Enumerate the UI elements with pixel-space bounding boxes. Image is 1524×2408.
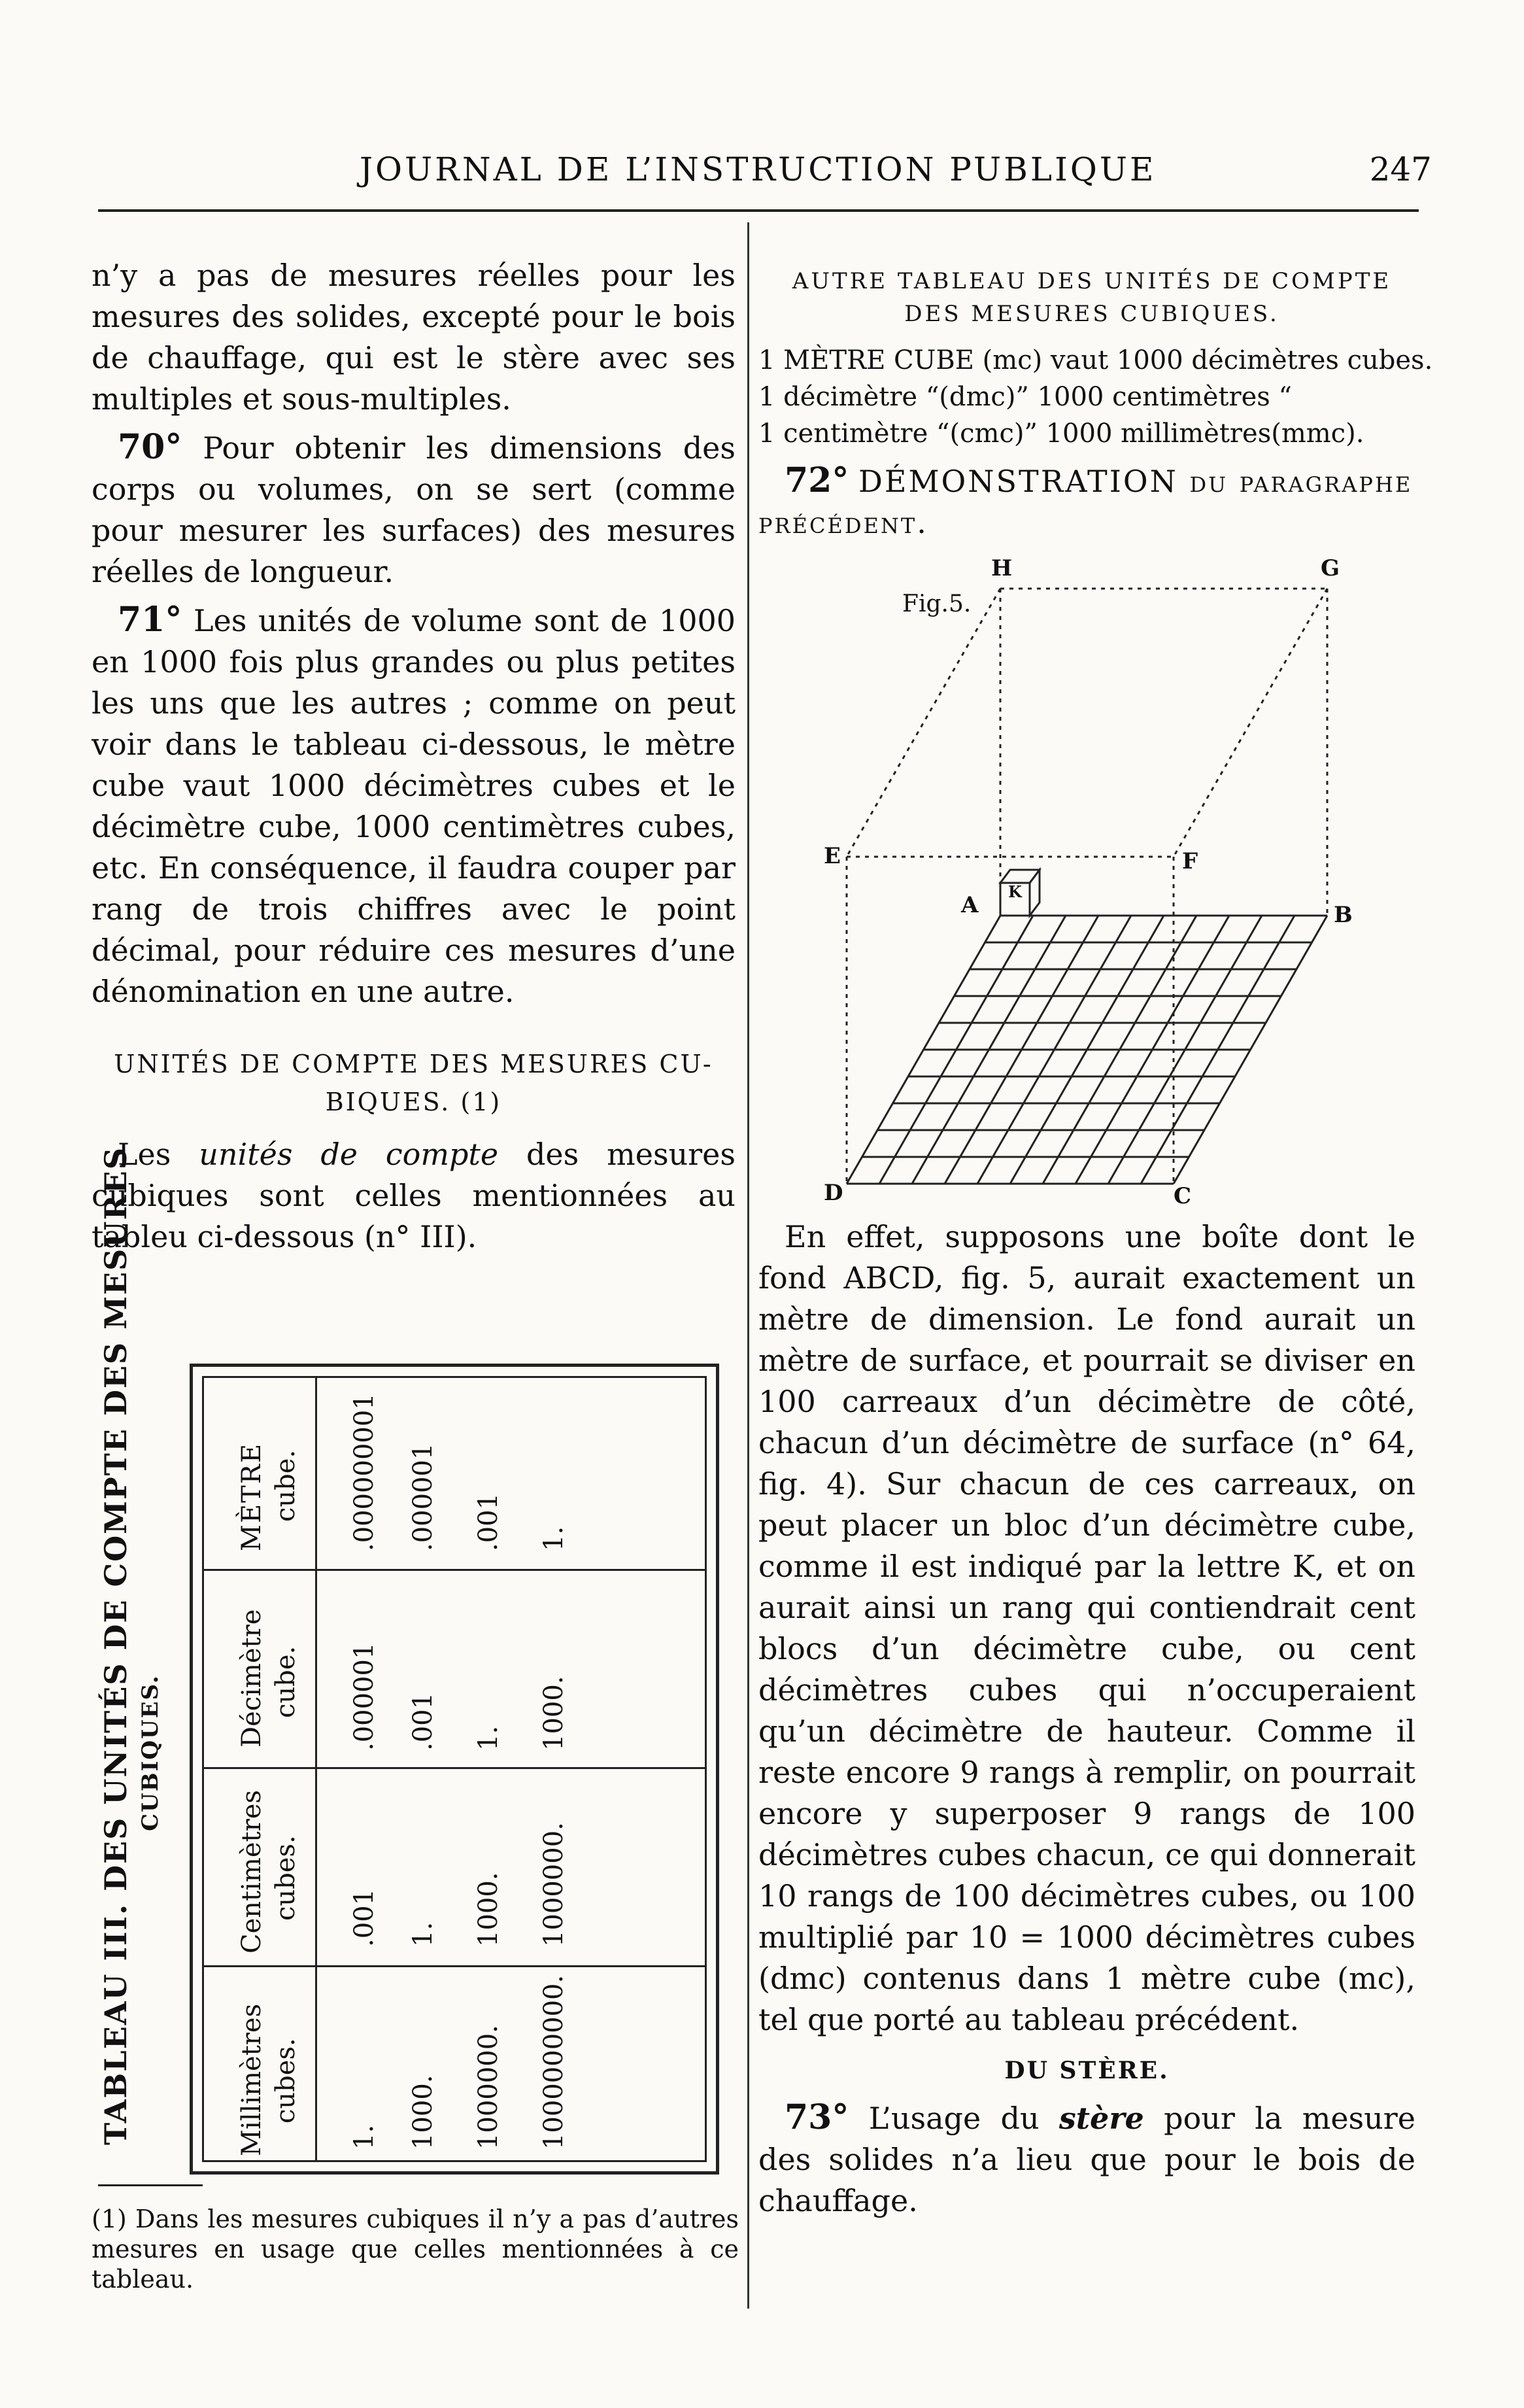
table-cell: 1000000. bbox=[473, 2025, 503, 2150]
fig-label-g: G bbox=[1321, 556, 1340, 581]
row-label-metre-cube: cube. bbox=[271, 1449, 301, 1522]
equivalence-metre: 1 MÈTRE CUBE (mc) vaut 1000 décimètres cubes. bbox=[758, 345, 1433, 375]
paragraph-71 bbox=[92, 599, 736, 1012]
fig-label-f: F bbox=[1182, 848, 1198, 874]
table-cell: .001 bbox=[473, 1492, 503, 1551]
section-title-line-2: BIQUES. (1) bbox=[325, 1088, 502, 1116]
header-rule bbox=[98, 209, 1419, 212]
section-title-line-1: UNITÉS DE COMPTE DES MESURES CU- bbox=[114, 1050, 713, 1078]
table-cell: .001 bbox=[408, 1692, 438, 1751]
row-label-metre: MÈTRE bbox=[237, 1442, 267, 1551]
fig-label-d: D bbox=[824, 1180, 843, 1206]
row-label-centimetres: Centimètres bbox=[237, 1790, 267, 1953]
section-title-stere: DU STÈRE. bbox=[1004, 2057, 1170, 2084]
fig-label-a: A bbox=[961, 892, 979, 918]
equivalence-list bbox=[758, 342, 1433, 452]
cubic-units-table bbox=[190, 1364, 719, 2175]
table-cell: 1000. bbox=[408, 2074, 438, 2150]
table-cell: .000001 bbox=[349, 1642, 379, 1751]
paragraph-72-heading: DÉMONSTRATION du paragraphe précédent. bbox=[758, 464, 1413, 540]
page-number: 247 bbox=[1369, 150, 1432, 188]
row-label-millimetres: Millimètres bbox=[237, 2003, 267, 2156]
figure-5-cube-diagram bbox=[804, 556, 1373, 1223]
table-cell: 1. bbox=[539, 1526, 569, 1551]
row-label-millimetres-cubes: cubes. bbox=[271, 2038, 301, 2124]
intro-text-b: des mesures cubiques sont celles mentionnées au tableu ci-dessous (n° III). bbox=[92, 1137, 736, 1254]
intro-text-a: Les bbox=[118, 1137, 199, 1172]
intro-text-italic: unités de compte bbox=[199, 1137, 499, 1172]
left-column bbox=[92, 255, 736, 1258]
paragraph-73-italic: stère bbox=[1058, 2101, 1144, 2136]
table-row-divider-2 bbox=[204, 1767, 705, 1769]
paragraph-72 bbox=[758, 460, 1425, 543]
table-divider-labels bbox=[315, 1378, 317, 2160]
row-label-decimetre: Décimètre bbox=[237, 1609, 267, 1747]
table-cell: .000000001 bbox=[349, 1393, 379, 1551]
table-inner-frame bbox=[202, 1376, 707, 2162]
paragraph-number-72: 72° bbox=[785, 460, 849, 500]
paragraph-73 bbox=[758, 2097, 1415, 2222]
paragraph-stere-intro: n’y a pas de mesures réelles pour les mesures des solides, excepté pour le bois de chauffage, qui est le stère avec ses multiples et sous-multiples. bbox=[92, 258, 736, 417]
fig-caption: Fig.5. bbox=[902, 591, 972, 617]
table-cell: 1. bbox=[408, 1921, 438, 1947]
section-title-unites bbox=[92, 1045, 736, 1121]
right-column-top bbox=[758, 265, 1433, 543]
fig-label-k: K bbox=[1008, 882, 1022, 901]
paragraph-number-71: 71° bbox=[118, 600, 182, 640]
column-divider bbox=[747, 222, 749, 2309]
fig-label-c: C bbox=[1174, 1183, 1192, 1209]
table-cell: .001 bbox=[349, 1888, 379, 1947]
footnote-rule bbox=[98, 2184, 203, 2186]
other-table-title bbox=[758, 265, 1425, 330]
table-cell: 1000000000. bbox=[539, 1974, 569, 2150]
fig-label-e: E bbox=[824, 843, 841, 869]
row-label-decimetre-cube: cube. bbox=[271, 1645, 301, 1718]
paragraph-number-73: 73° bbox=[785, 2097, 849, 2137]
table-cell: 1000. bbox=[539, 1676, 569, 1751]
table-row-divider-1 bbox=[204, 1569, 705, 1571]
paragraph-73-text-b: pour la mesure des solides n’a lieu que pour le bois de chauffage. bbox=[758, 2101, 1415, 2218]
paragraph-71-text: Les unités de volume sont de 1000 en 1000 fois plus grandes ou plus petites les uns que les autres ; comme on peut voir dans le tableau ci-dessous, le mètre cube vaut 1000 décimètres cubes et le décimètre cube, 1000 centimètres cubes, etc. En conséquence, il faudra couper par rang de trois chiffres avec le point décimal, pour réduire ces mesures d’une dénomination en une autre. bbox=[92, 603, 736, 1009]
paragraph-70 bbox=[92, 426, 736, 593]
other-table-title-line-2: DES MESURES CUBIQUES. bbox=[904, 301, 1279, 327]
other-table-title-line-1: AUTRE TABLEAU DES UNITÉS DE COMPTE bbox=[792, 268, 1392, 294]
row-label-centimetres-cubes: cubes. bbox=[271, 1835, 301, 1921]
page-header bbox=[92, 150, 1438, 196]
right-column-body bbox=[758, 1216, 1415, 2222]
base-grid bbox=[847, 916, 1327, 1184]
table-side-title-2: CUBIQUES. bbox=[137, 1674, 163, 1831]
paragraph-70-text: Pour obtenir les dimensions des corps ou volumes, on se sert (comme pour mesurer les surfaces) des mesures réelles de longueur. bbox=[92, 430, 736, 589]
table-cell: 1000. bbox=[473, 1872, 503, 1947]
paragraph-unites-intro bbox=[92, 1134, 736, 1258]
table-cell: 1. bbox=[349, 2124, 379, 2150]
table-side-title: TABLEAU III. DES UNITÉS DE COMPTE DES MESURES bbox=[98, 1146, 133, 2145]
table-row-divider-3 bbox=[204, 1965, 705, 1967]
paragraph-number-70: 70° bbox=[118, 427, 182, 467]
fig-label-b: B bbox=[1334, 902, 1353, 928]
fig-label-h: H bbox=[991, 556, 1013, 581]
table-cell: 1000000. bbox=[539, 1822, 569, 1947]
footnote: (1) Dans les mesures cubiques il n’y a pas d’autres mesures en usage que celles mentionnées à ce tableau. bbox=[92, 2205, 739, 2294]
equivalence-decimetre: 1 décimètre “(dmc)” 1000 centimètres “ bbox=[758, 382, 1292, 412]
table-cell: .000001 bbox=[408, 1443, 438, 1551]
equivalence-centimetre: 1 centimètre “(cmc)” 1000 millimètres(mmc). bbox=[758, 419, 1364, 449]
table-cell: 1. bbox=[473, 1725, 503, 1751]
paragraph-en-effet: En effet, supposons une boîte dont le fond ABCD, fig. 5, aurait exactement un mètre de dimension. Le fond aurait un mètre de surface, et pourrait se diviser en 100 carreaux d’un décimètre de côté, chacun d’un décimètre de surface (n° 64, fig. 4). Sur chacun de ces carreaux, on peut placer un bloc d’un décimètre cube, comme il est indiqué par la lettre K, et on aurait ainsi un rang qui contiendrait cent blocs d’un décimètre cube, ou cent décimètres cubes qui n’occuperaient qu’un décimètre de hauteur. Comme il reste encore 9 rangs à remplir, on pourrait encore y superposer 9 rangs de 100 décimètres cubes chacun, ce qui donnerait 10 rangs de 100 décimètres cubes, ou 100 multiplié par 10 = 1000 décimètres cubes (dmc) contenus dans 1 mètre cube (mc), tel que porté au tableau précédent. bbox=[758, 1219, 1415, 2037]
journal-title: JOURNAL DE L’INSTRUCTION PUBLIQUE bbox=[360, 150, 1157, 188]
paragraph-73-text-a: L’usage du bbox=[868, 2101, 1059, 2136]
cube-dashed-edges bbox=[847, 589, 1327, 1184]
